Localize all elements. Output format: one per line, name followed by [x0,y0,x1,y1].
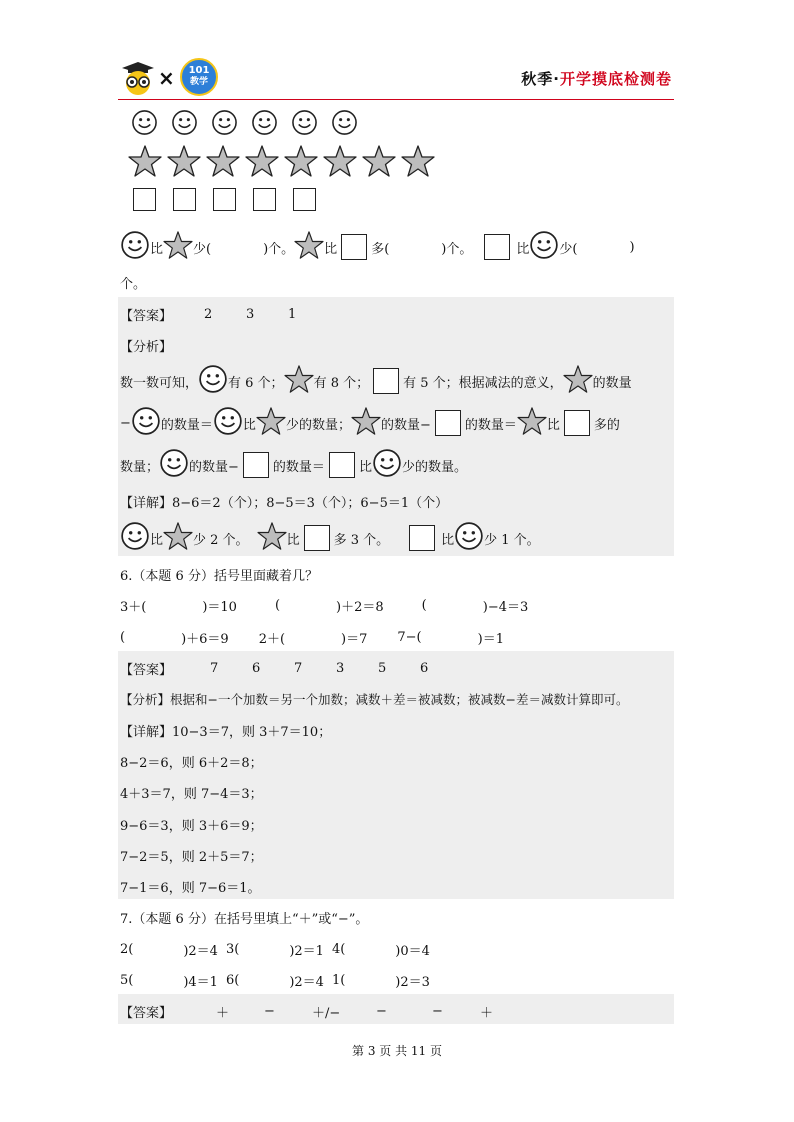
q6-analysis [120,690,628,708]
answer-value: ＋ [480,1006,494,1021]
q5-text: 少 2 个。 [193,532,249,548]
page-footer [0,1042,794,1059]
star-icon [401,145,435,181]
star-icon [323,145,357,181]
q7-answer-line [120,1002,500,1021]
square-icon [243,452,269,478]
header-rule [118,99,674,100]
answer-value: − [432,1004,443,1019]
q6-detail-text: 7−1＝6，则 7−6＝1。 [120,881,261,896]
q5-text: − [120,415,131,431]
answer-value: 2 [204,307,213,322]
q7-part: 5( [120,973,134,988]
star-icon [517,407,547,439]
square-icon [173,188,196,211]
q6-detail-text: 9−6＝3，则 3＋6＝9； [120,819,263,834]
square-icon [293,188,316,211]
q7-row1 [120,940,430,959]
smiley-icon [454,521,484,555]
q7-part: )2＝4 [289,975,324,990]
q5-text: 有 5 个；根据减法的意义， [403,375,563,391]
q6-part: )＝1 [477,632,504,647]
q5-text: 数量； [120,459,160,475]
answer-value: − [376,1004,387,1019]
q6-row2 [120,628,504,647]
q6-part: )＋2＝8 [336,600,384,615]
q5-text: 比 [546,417,560,433]
square-icon [253,188,276,211]
q5-text: 少 1 个。 [484,532,540,548]
square-icon [435,410,461,436]
q6-answer-line [120,659,440,678]
smiley-icon [131,406,161,440]
q7-part: 2( [120,942,134,957]
square-icon [373,368,399,394]
q7-part: )2＝3 [395,975,430,990]
q6-detail-text: 【详解】10−3＝7，则 3＋7＝10； [120,725,332,740]
q5-text: 比 [516,241,530,257]
star-icon [167,145,201,181]
q7-row2 [120,971,430,990]
q6-part: 2＋( [258,632,286,647]
q5-analysis-line2 [120,406,620,440]
logo-line2: 教学 [189,77,208,87]
square-icon [213,188,236,211]
q6-part: )＝7 [341,632,368,647]
star-icon [284,365,314,397]
times-sign: × [158,66,175,90]
star-icon [163,522,193,554]
q6-part: ( [421,598,427,613]
smiley-icon [120,230,150,264]
star-icon [128,145,162,181]
star-icon [256,407,286,439]
q5-text: 的数量＝ [272,459,325,475]
star-icon [362,145,396,181]
q7-part: 1( [331,973,346,988]
q7-part: 6( [225,973,240,988]
star-icon [163,231,193,263]
q6-part: ( [120,630,126,645]
q5-text: 的数量− [189,459,239,475]
q6-detail-text: 8−2＝6，则 6＋2＝8； [120,756,263,771]
q6-title-text: 6.（本题 6 分）括号里面藏着几？ [120,569,318,584]
q5-text: 比 [358,459,372,475]
q5-text: 的数量− [380,417,431,433]
smiley-icon [251,109,278,140]
smiley-icon [211,109,238,140]
q6-part: 3＋( [120,600,147,615]
header-title [521,68,672,89]
q6-part: ( [274,598,281,613]
smiley-icon [171,109,198,140]
square-icon [133,188,156,211]
smiley-icon [159,448,189,482]
star-icon [245,145,279,181]
q6-analysis-text: 【分析】根据和−一个加数＝另一个加数；减数＋差＝被减数；被减数−差＝减数计算即可。 [120,692,629,707]
star-icon [206,145,240,181]
q5-text: 多的 [593,417,620,433]
square-icon [409,525,435,551]
smiley-icon [331,109,358,140]
q5-text: 少的数量； [285,417,351,433]
q5-text: 少( [193,241,212,257]
header [118,56,674,100]
q5-text: 比 [242,417,256,433]
smiley-icon [529,230,559,264]
q5-text: 比 [324,241,338,257]
owl-logo-icon [120,60,156,100]
q7-part: )2＝1 [289,944,324,959]
q5-text: 数一数可知， [120,375,199,391]
q5-analysis-label [120,336,172,355]
q5-text: 少的数量。 [401,459,467,475]
star-row [128,145,435,181]
square-icon [341,234,367,260]
q5-text: 比 [150,241,164,257]
q5-text: 比 [286,532,300,548]
answer-label: 【答案】 [120,309,173,324]
answer-value: ＋ [216,1006,230,1021]
square-icon [329,452,355,478]
q5-text: 个。 [120,277,147,292]
q6-detail-3 [120,815,263,834]
star-icon [294,231,324,263]
square-row [133,188,316,211]
q6-title [120,565,318,584]
logo-line1: 101 [188,65,210,76]
q5-text: 有 6 个； [228,375,284,391]
q5-answer-line [120,305,308,324]
square-icon [484,234,510,260]
q6-detail-5 [120,877,261,896]
q7-title [120,908,368,927]
star-icon [351,407,381,439]
q7-part: 4( [331,942,346,957]
q6-detail-1 [120,752,263,771]
q5-text: 的数量＝ [160,417,213,433]
q5-text: )个。 [263,241,295,257]
q5-text: 少( [559,241,578,257]
star-icon [563,365,593,397]
smiley-row [131,109,358,140]
smiley-icon [198,364,228,398]
answer-value: − [264,1004,275,1019]
q5-analysis-line3 [120,448,467,482]
q6-part: )＋6＝9 [181,632,229,647]
star-icon [257,522,287,554]
answer-label: 【答案】 [120,663,173,678]
q7-part: )0＝4 [395,944,430,959]
q5-text: ) [629,239,635,255]
smiley-icon [120,521,150,555]
q6-row1 [120,596,528,615]
q5-text: 多( [371,241,390,257]
q7-part: )2＝4 [183,944,218,959]
q5-text: 多 3 个。 [333,532,390,548]
smiley-icon [213,406,243,440]
answer-value: 7 [294,661,303,676]
answer-value: 6 [420,661,429,676]
q5-analysis-line1 [120,364,632,398]
101-logo-icon [180,58,218,96]
q5-text: 比 [150,532,164,548]
q5-text: 比 [441,532,455,548]
q7-part: 3( [225,942,240,957]
answer-label: 【答案】 [120,1006,173,1021]
q5-question-line [120,230,635,264]
answer-value: 6 [252,661,261,676]
q5-detail: 【详解】8−6＝2（个）；8−5＝3（个）；6−5＝1（个） [120,496,449,511]
answer-value: ＋/− [312,1006,341,1021]
q5-text: 的数量 [592,375,632,391]
q6-part: 7−( [397,630,422,645]
answer-value: 3 [246,307,255,322]
q7-title-text: 7.（本题 6 分）在括号里填上“＋”或“−”。 [120,912,369,927]
smiley-icon [291,109,318,140]
q6-part: )−4＝3 [482,600,529,615]
page-number: 第 3 页 共 11 页 [352,1044,442,1058]
square-icon [304,525,330,551]
q6-detail-4 [120,846,263,865]
header-title-red: 开学摸底检测卷 [559,70,672,88]
q5-question-line2 [120,273,146,292]
header-title-black: 秋季· [521,70,560,88]
answer-value: 7 [210,661,219,676]
q5-detail-line [120,492,448,511]
answer-value: 1 [288,307,297,322]
q5-detail-line2 [120,521,540,555]
q7-part: )4＝1 [183,975,218,990]
answer-value: 3 [336,661,345,676]
q6-detail-text: 7−2＝5，则 2＋5＝7； [120,850,263,865]
square-icon [564,410,590,436]
q6-part: )＝10 [202,600,237,615]
star-icon [284,145,318,181]
smiley-icon [131,109,158,140]
q5-text: 的数量＝ [464,417,517,433]
q6-detail-0 [120,721,331,740]
analysis-label: 【分析】 [120,340,173,355]
q6-detail-text: 4＋3＝7，则 7−4＝3； [120,787,263,802]
q6-detail-2 [120,783,263,802]
smiley-icon [372,448,402,482]
q5-text: 有 8 个； [313,375,370,391]
answer-value: 5 [378,661,387,676]
q5-text: )个。 [441,241,473,257]
